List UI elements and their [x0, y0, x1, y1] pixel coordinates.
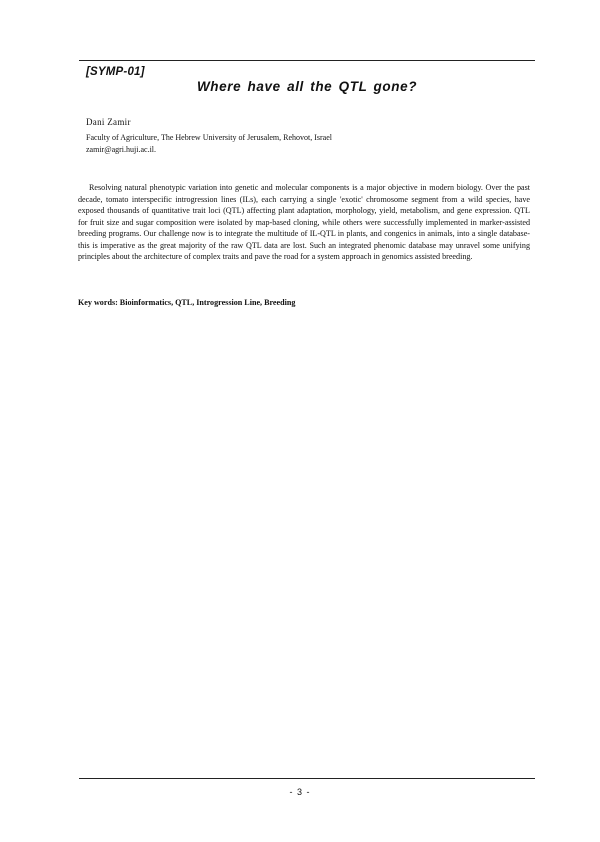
- symposium-code: [SYMP-01]: [86, 66, 145, 78]
- abstract-text: Resolving natural phenotypic variation into genetic and molecular components is a major objective in modern biology. Over the past decade, tomato interspecific introgression lines (ILs), each carrying a single 'exotic' chromosome segment from a wild species, have exposed thousands of quantitative trait loci (QTL) affecting plant adaptation, morphology, yield, metabolism, and gene expression. QTL for fruit size and sugar composition were isolated by map-based cloning, while others were successfully implemented in marker-assisted breeding programs. Our challenge now is to integrate the multitude of IL-QTL in plants, and congenics in animals, into a single database-this is imperative as the great majority of the raw QTL data are lost. Such an integrated phenomic database may unravel some unifying principles about the architecture of complex traits and pave the road for a system approach in genomics assisted breeding.: [78, 183, 530, 261]
- affiliation-block: [86, 132, 332, 156]
- paper-title: Where have all the QTL gone?: [196, 79, 418, 94]
- author-name: Dani Zamir: [86, 117, 131, 127]
- footer-rule: [79, 778, 535, 779]
- affiliation-email: zamir@agri.huji.ac.il.: [86, 145, 157, 154]
- page-number: - 3 -: [289, 787, 311, 797]
- keywords: Key words: Bioinformatics, QTL, Introgression Line, Breeding: [78, 298, 296, 307]
- affiliation-institution: Faculty of Agriculture, The Hebrew University of Jerusalem, Rehovot, Israel: [86, 133, 333, 142]
- header-rule: [79, 60, 535, 61]
